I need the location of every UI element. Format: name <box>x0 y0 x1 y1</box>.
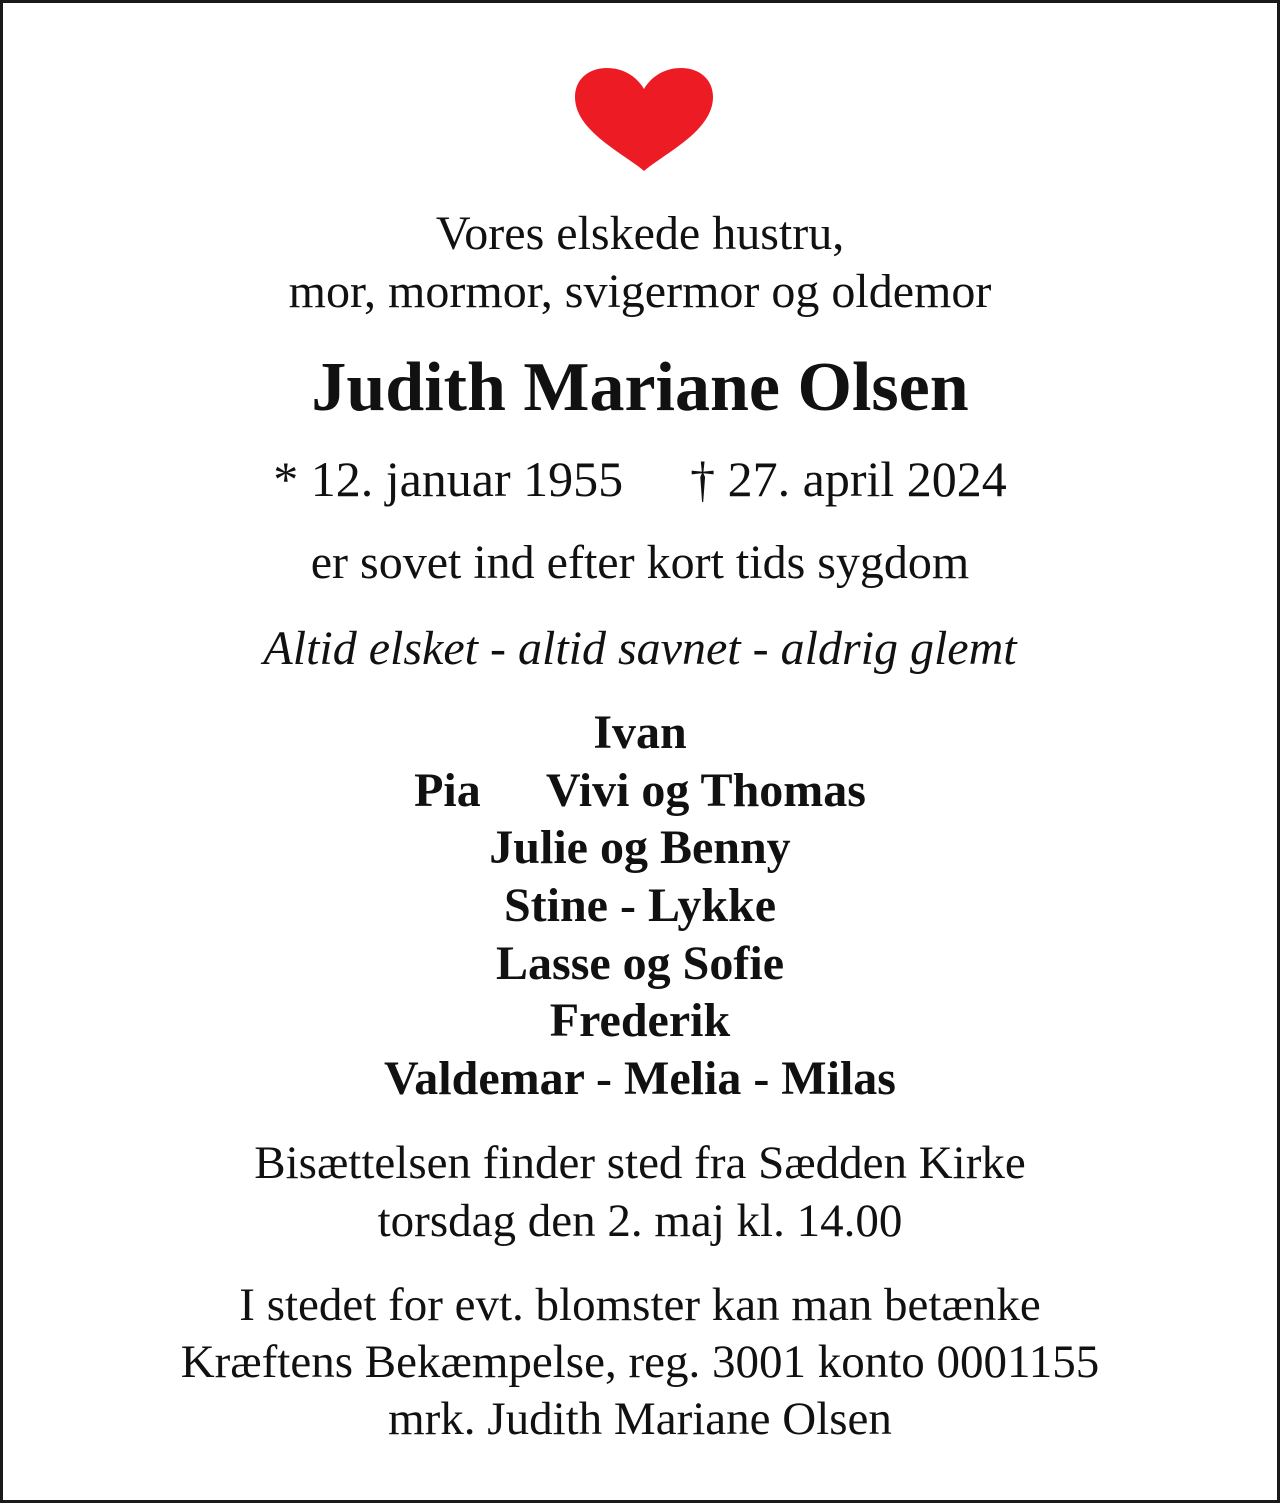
heart-icon <box>571 65 717 173</box>
death-date: 27. april 2024 <box>727 451 1007 507</box>
family-name-vivi-thomas: Vivi og Thomas <box>545 764 866 817</box>
passing-note: er sovet ind efter kort tids sygdom <box>310 536 970 589</box>
birth-date: 12. januar 1955 <box>310 451 624 507</box>
family-line-6: Frederik <box>549 994 731 1047</box>
funeral-line-1: Bisættelsen finder sted fra Sædden Kirke <box>254 1137 1026 1189</box>
family-name-pia: Pia <box>414 764 481 817</box>
donation-line-2: Kræftens Bekæmpelse, reg. 3001 konto 0001155 <box>180 1336 1100 1388</box>
memorial-motto: Altid elsket - altid savnet - aldrig glemt <box>263 622 1017 675</box>
birth-symbol: * <box>273 451 299 507</box>
family-line-7: Valdemar - Melia - Milas <box>384 1052 896 1105</box>
deceased-name: Judith Mariane Olsen <box>311 349 969 426</box>
death-symbol: † <box>690 451 716 507</box>
family-line-4: Stine - Lykke <box>503 879 777 932</box>
intro-line-2: mor, mormor, svigermor og oldemor <box>288 265 992 318</box>
family-line-2 <box>3 764 1277 817</box>
donation-line-3: mrk. Judith Mariane Olsen <box>388 1393 892 1445</box>
family-line-5: Lasse og Sofie <box>496 937 784 990</box>
life-dates <box>3 451 1277 507</box>
donation-line-1: I stedet for evt. blomster kan man betænke <box>239 1279 1041 1331</box>
family-line-3: Julie og Benny <box>489 821 791 874</box>
family-line-1: Ivan <box>593 706 687 759</box>
intro-line-1: Vores elskede hustru, <box>435 207 845 260</box>
funeral-line-2: torsdag den 2. maj kl. 14.00 <box>377 1195 903 1247</box>
